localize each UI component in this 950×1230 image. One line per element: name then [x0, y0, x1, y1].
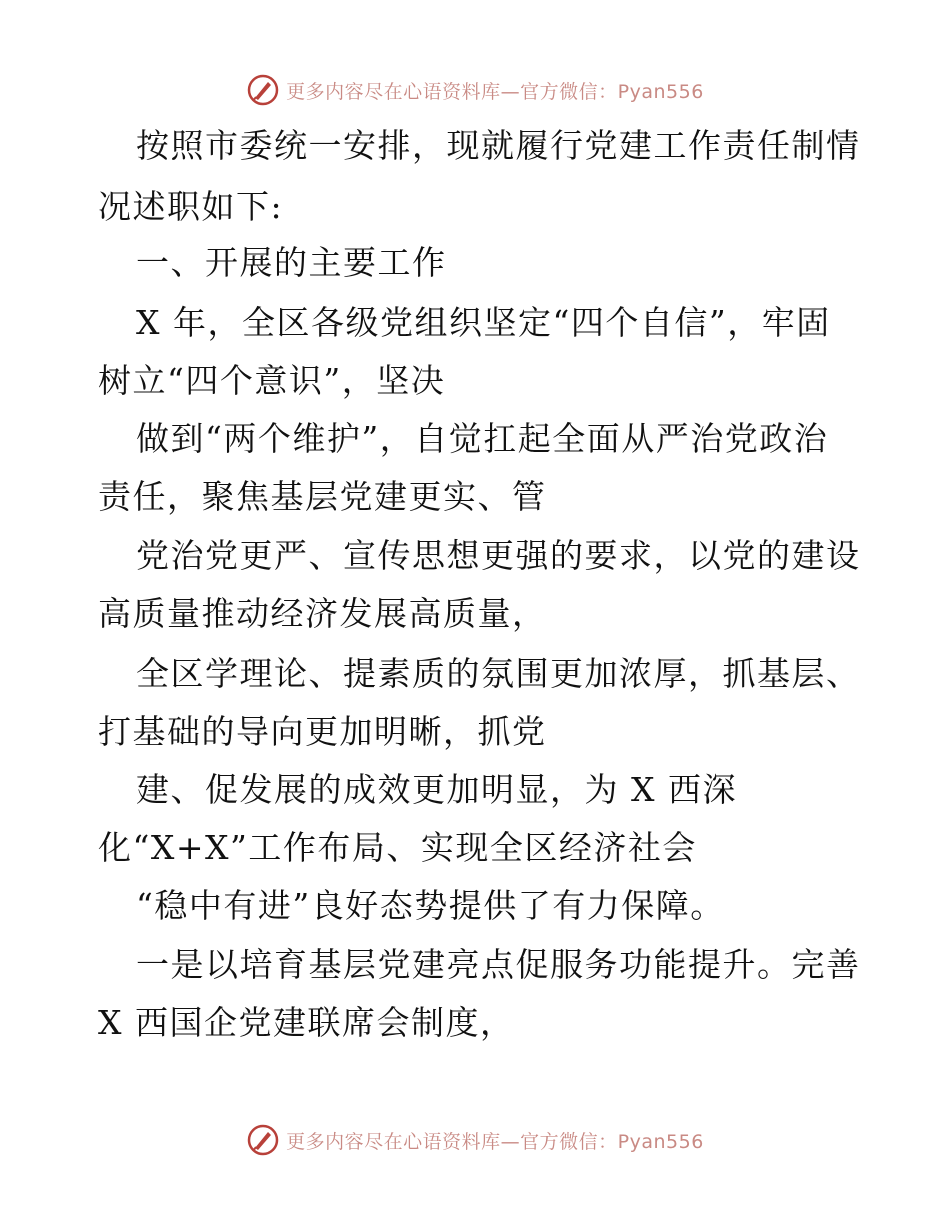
- paragraph-line: 责任，聚焦基层党建更实、管: [98, 477, 547, 516]
- paragraph-line: 化“X+X”工作布局、实现全区经济社会: [98, 828, 697, 867]
- footer-watermark: [0, 1120, 950, 1160]
- watermark-text: 更多内容尽在心语资料库—官方微信：Pyan556: [286, 1130, 704, 1153]
- paragraph-line: 建、促发展的成效更加明显，为 X 西深: [136, 770, 737, 809]
- paragraph-line: 全区学理论、提素质的氛围更加浓厚，抓基层、: [136, 654, 861, 693]
- paragraph-line: 做到“两个维护”，自觉扛起全面从严治党政治: [136, 419, 829, 458]
- paragraph-line: X 西国企党建联席会制度，: [98, 1003, 515, 1042]
- quill-pen-logo-icon: [246, 1123, 280, 1157]
- watermark-text: 更多内容尽在心语资料库—官方微信：Pyan556: [286, 80, 704, 103]
- section-heading: 一、开展的主要工作: [136, 243, 447, 282]
- paragraph-line: 树立“四个意识”，坚决: [98, 361, 446, 400]
- paragraph-line: 况述职如下:: [98, 187, 284, 226]
- paragraph-line: 高质量推动经济发展高质量，: [98, 594, 547, 633]
- paragraph-line: X 年，全区各级党组织坚定“四个自信”，牢固: [136, 303, 831, 342]
- paragraph-line: “稳中有进”良好态势提供了有力保障。: [136, 886, 725, 925]
- paragraph-line: 按照市委统一安排，现就履行党建工作责任制情: [136, 126, 861, 165]
- paragraph-line: 党治党更严、宣传思想更强的要求，以党的建设: [136, 536, 861, 575]
- paragraph-line: 一是以培育基层党建亮点促服务功能提升。完善: [136, 945, 861, 984]
- paragraph-line: 打基础的导向更加明晰，抓党: [98, 712, 547, 751]
